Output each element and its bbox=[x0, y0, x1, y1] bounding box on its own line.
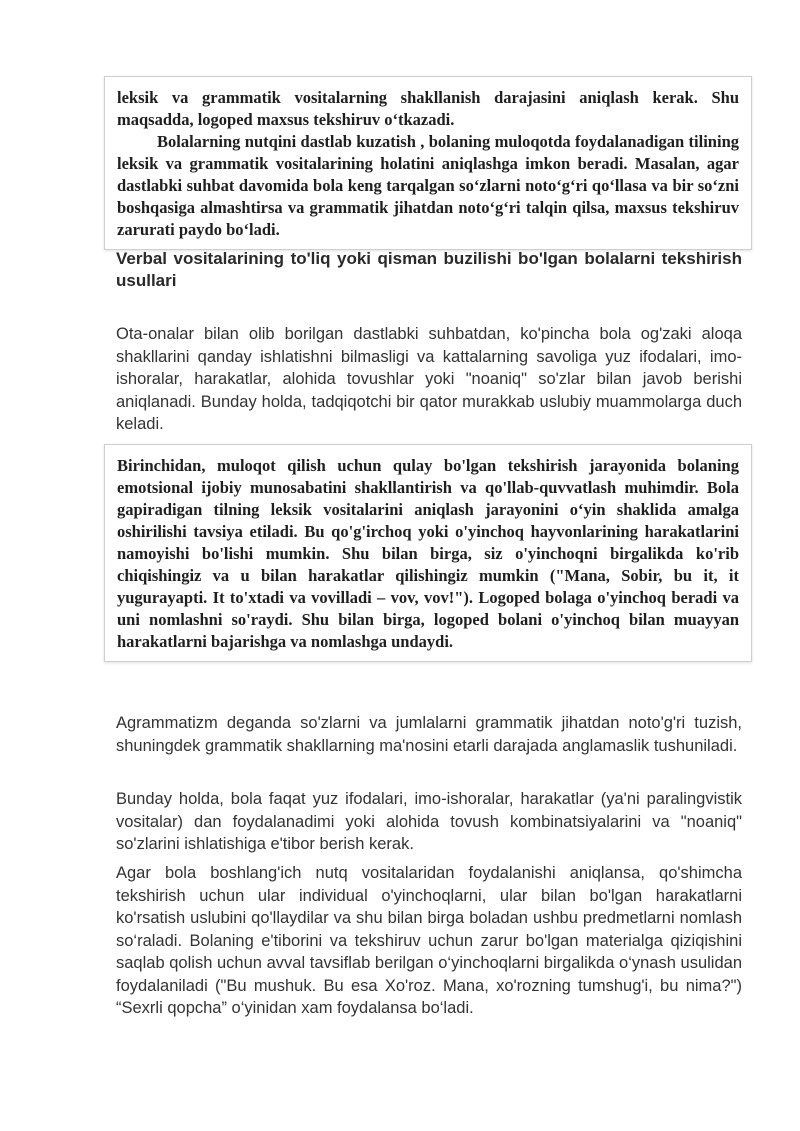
body-paragraph: Agrammatizm deganda so'zlarni va jumlalarni grammatik jihatdan noto'g'ri tuzish, shuningdek grammatik shakllarning ma'nosini etarli darajada anglamaslik tushuniladi. bbox=[116, 714, 742, 755]
box-paragraph: Birinchidan, muloqot qilish uchun qulay bo'lgan tekshirish jarayonida bolaning emotsional ijobiy munosabatini shakllantirish va qo'llab-quvvatlash muhimdir. Bola gapiradigan tilning leksik vositalarini aniqlash jarayonini o‘yin shaklida amalga oshirilishi tavsiya etiladi. Bu qo'g'irchoq yoki o'yinchoq hayvonlarining harakatlarini namoyishi bo'lishi mumkin. Shu bilan birga, siz o'yinchoqni birgalikda ko'rib chiqishingiz va u bilan harakatlar qilishingiz mumkin ("Mana, Sobir, bu it, it yugurayapti. It to'xtadi va vovilladi – vov, vov!"). Logoped bolaga o'yinchoq beradi va uni nomlashni so'raydi. Shu bilan birga, logoped bolani o'yinchoq bilan muayyan harakatlarni bajarishga va nomlashga undaydi. bbox=[117, 456, 739, 651]
highlighted-text-box bbox=[104, 444, 752, 662]
body-paragraph: Bunday holda, bola faqat yuz ifodalari, imo-ishoralar, harakatlar (ya'ni paralingvistik vositalar) dan foydalanadimi yoki alohida tovush kombinatsiyalarini va "noaniq" so'zlarini ishlatishiga e'tibor berish kerak. bbox=[116, 790, 742, 853]
box-paragraph: Bolalarning nutqini dastlab kuzatish , bolaning muloqotda foydalanadigan tilining leksik va grammatik vositalarining holatini aniqlashga imkon beradi. Masalan, agar dastlabki suhbat davomida bola keng tarqalgan so‘zlarni noto‘g‘ri qo‘llasa va bir so‘zni boshqasiga almashtirsa va grammatik jihatdan noto‘g‘ri talqin qilsa, maxsus tekshiruv zarurati paydo bo‘ladi. bbox=[117, 132, 739, 239]
body-paragraph: Agar bola boshlang'ich nutq vositalaridan foydalanishi aniqlansa, qo'shimcha tekshirish uchun ular individual o'yinchoqlarni, ular bilan bo'lgan harakatlarni ko'rsatish uslubini qo'llaydilar va shu bilan birga boladan ushbu predmetlarni nomlash so‘raladi. Bolaning e'tiborini va tekshiruv uchun zarur bo'lgan materialga qiziqishini saqlab qolish uchun avval tavsiflab berilgan o‘yinchoqlarni birgalikda o‘ynash usulidan foydalaniladi ("Bu mushuk. Bu esa Xo'roz. Mana, xo'rozning tumshug'i, bu nima?") “Sexrli qopcha” o‘yinidan xam foydalansa bo‘ladi. bbox=[116, 864, 742, 1017]
highlighted-text-box bbox=[104, 76, 752, 250]
section-heading: Verbal vositalarining to'liq yoki qisman buzilishi bo'lgan bolalarni tekshirish usullari bbox=[116, 249, 742, 290]
body-paragraph: Ota-onalar bilan olib borilgan dastlabki suhbatdan, ko'pincha bola og'zaki aloqa shakllarini qanday ishlatishni bilmasligi va kattalarning savoliga yuz ifodalari, imo-ishoralar, harakatlar, alohida tovushlar yoki "noaniq" so'zlar bilan javob berishi aniqlanadi. Bunday holda, tadqiqotchi bir qator murakkab uslubiy muammolarga duch keladi. bbox=[116, 325, 742, 433]
box-paragraph: leksik va grammatik vositalarning shakllanish darajasini aniqlash kerak. Shu maqsadda, logoped maxsus tekshiruv o‘tkazadi. bbox=[117, 88, 739, 129]
